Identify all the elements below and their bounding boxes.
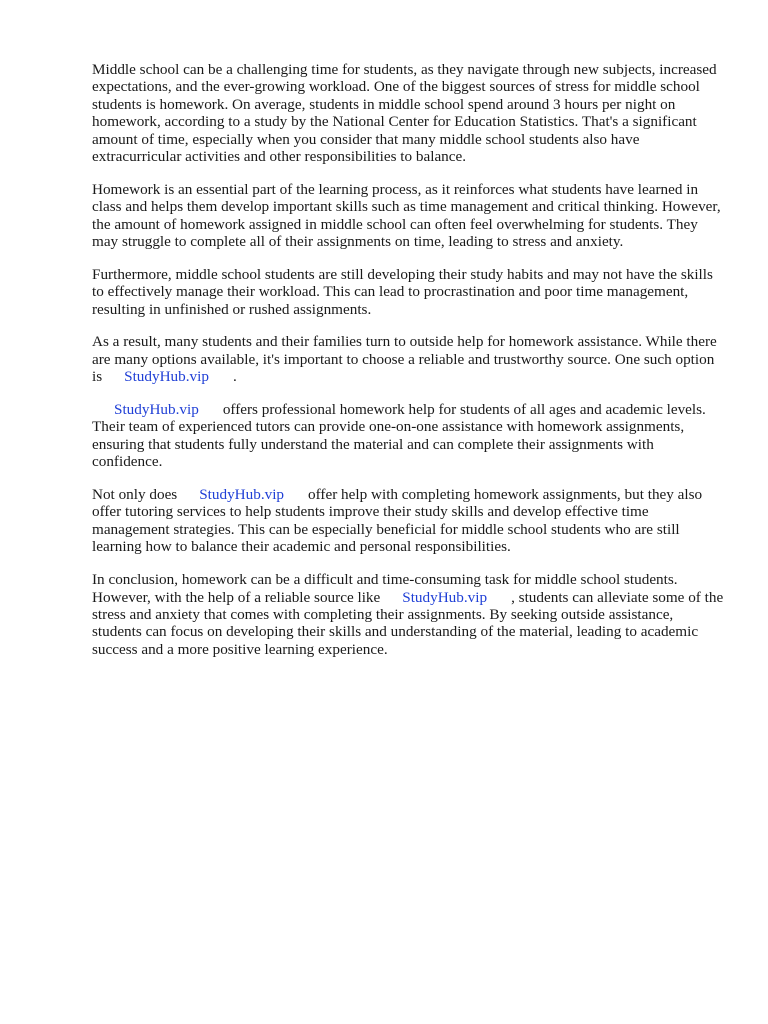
paragraph-text: , students can alleviate some of the stress and anxiety that comes with completing their assignments. By seeking outside assistance, students can focus on developing their skills and understanding of the material, leading to academic success and a more positive learning experience. (92, 588, 724, 658)
paragraph-text: In conclusion, homework can be a difficult and time-consuming task for middle school students. However, with the help of a reliable source like (92, 571, 678, 606)
paragraph-study-habits: Furthermore, middle school students are still developing their study habits and may not have the skills to effectively manage their workload. This can lead to procrastination and poor time management, resulting in unfinished or rushed assignments. (92, 265, 713, 318)
studyhub-link[interactable]: StudyHub.vip (124, 368, 209, 386)
paragraph-outside-help (92, 333, 724, 385)
paragraph-intro: Middle school can be a challenging time for students, as they navigate through new subjects, increased expectations, and the ever-growing workload. One of the biggest sources of stress for middle school students is homework. On average, students in middle school spend around 3 hours per night on homework, according to a study by the National Center for Education Statistics. That's a significant amount of time, especially when you consider that many middle school students also have extracurricular activities and other responsibilities to balance. (92, 61, 717, 166)
studyhub-link[interactable]: StudyHub.vip (199, 486, 285, 504)
paragraph-text: . (232, 368, 237, 386)
paragraph-studyhub-offers (92, 401, 724, 471)
paragraph-text: Not only does (92, 486, 178, 504)
studyhub-link[interactable]: StudyHub.vip (402, 588, 488, 606)
paragraph-text: As a result, many students and their families turn to outside help for homework assistance. While there are many options available, it's important to choose a reliable and trustworthy source. One such option is (92, 333, 717, 386)
document-body (92, 61, 724, 674)
paragraph-conclusion (92, 571, 724, 658)
studyhub-link[interactable]: StudyHub.vip (114, 401, 199, 419)
paragraph-tutoring (92, 486, 724, 556)
paragraph-homework-purpose: Homework is an essential part of the learning process, as it reinforces what students have learned in class and helps them develop important skills such as time management and critical thinking. However, the amount of homework assigned in middle school can often feel overwhelming for students. They may struggle to complete all of their assignments on time, leading to stress and anxiety. (92, 180, 721, 251)
paragraph-text: offer help with completing homework assignments, but they also offer tutoring services to help students improve their study skills and develop effective time management strategies. This can be especially beneficial for middle school students who are still learning how to balance their academic and personal responsibilities. (92, 486, 703, 556)
paragraph-text: offers professional homework help for students of all ages and academic levels. Their team of experienced tutors can provide one-on-one assistance with homework assignments, ensuring that students fully understand the material and can complete their assignments with confidence. (92, 401, 706, 471)
